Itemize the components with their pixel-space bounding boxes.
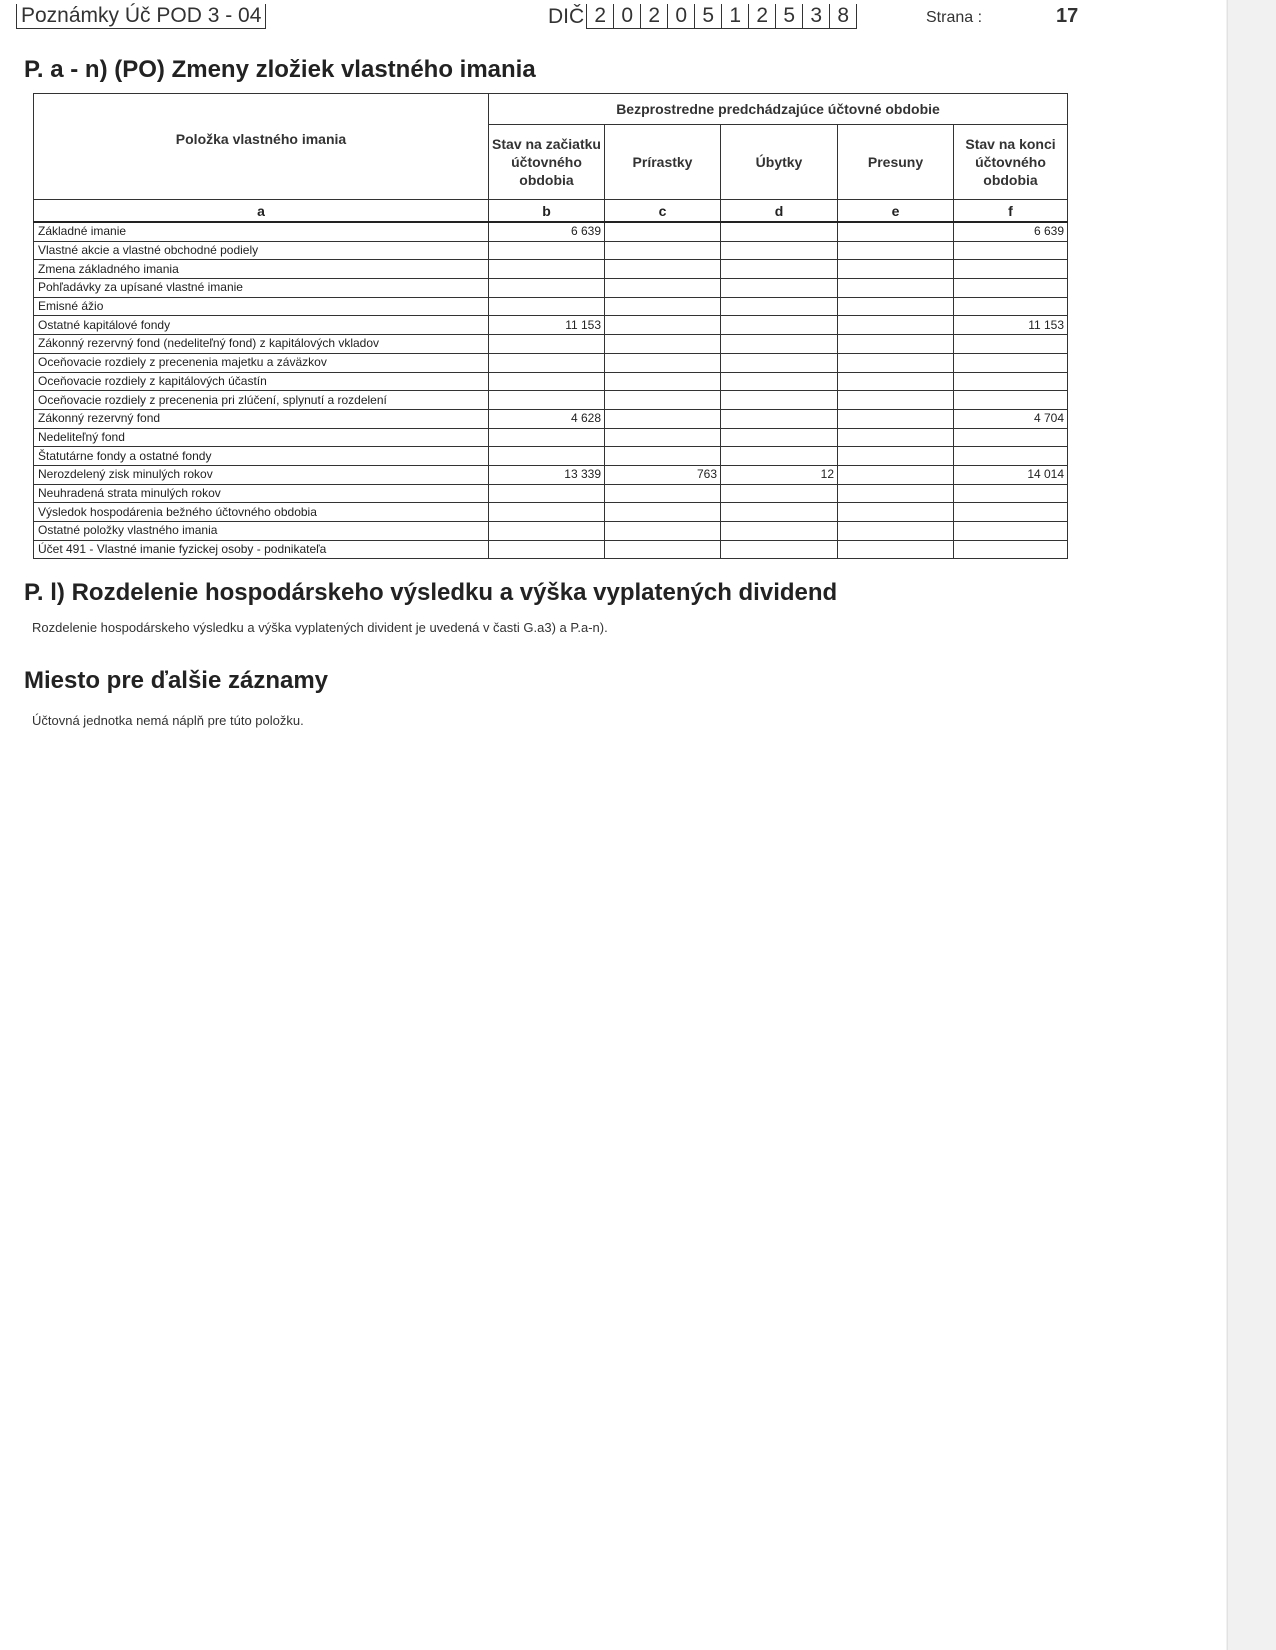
cell-b [489,522,605,541]
cell-f: 14 014 [954,465,1068,484]
dividends-text: Rozdelenie hospodárskeho výsledku a výška vyplatených divident je uvedená v časti G.a3) a P.a-n). [32,620,608,635]
table-row [34,353,1068,372]
col-header-decreases: Úbytky [721,125,838,200]
form-code: Poznámky Úč POD 3 - 04 [16,4,266,29]
table-row [34,279,1068,298]
cell-f [954,279,1068,298]
cell-e [838,503,954,522]
cell-d [721,335,838,354]
column-letter: c [605,200,721,223]
cell-c [605,391,721,410]
cell-e [838,465,954,484]
row-label: Oceňovacie rozdiely z precenenia majetku a záväzkov [34,353,489,372]
cell-d [721,316,838,335]
cell-b [489,260,605,279]
column-letter: d [721,200,838,223]
cell-c [605,335,721,354]
cell-d [721,409,838,428]
cell-b [489,391,605,410]
cell-c [605,540,721,559]
row-label: Pohľadávky za upísané vlastné imanie [34,279,489,298]
row-label: Výsledok hospodárenia bežného účtovného obdobia [34,503,489,522]
cell-e [838,260,954,279]
equity-table-body [34,222,1068,559]
dic-digit: 1 [722,4,749,28]
table-row [34,316,1068,335]
cell-e [838,222,954,241]
column-letters-row [34,200,1068,223]
col-header-transfers: Presuny [838,125,954,200]
cell-d [721,372,838,391]
group-header: Bezprostredne predchádzajúce účtovné obdobie [489,94,1068,125]
cell-e [838,353,954,372]
scan-edge-line [1227,0,1228,1650]
cell-e [838,447,954,466]
cell-b [489,353,605,372]
cell-d: 12 [721,465,838,484]
table-row [34,447,1068,466]
cell-c [605,279,721,298]
row-label: Základné imanie [34,222,489,241]
cell-c [605,372,721,391]
col-header-increases: Prírastky [605,125,721,200]
col-header-start: Stav na začiatku účtovného obdobia [489,125,605,200]
row-label: Zmena základného imania [34,260,489,279]
row-label: Emisné ážio [34,297,489,316]
cell-b [489,241,605,260]
table-row [34,241,1068,260]
cell-d [721,222,838,241]
cell-b: 13 339 [489,465,605,484]
row-label: Ostatné kapitálové fondy [34,316,489,335]
table-row [34,297,1068,316]
dividends-title: P. l) Rozdelenie hospodárskeho výsledku a výška vyplatených dividend [24,579,838,606]
column-letter: b [489,200,605,223]
cell-b [489,297,605,316]
table-row [34,503,1068,522]
cell-f [954,447,1068,466]
cell-e [838,540,954,559]
dic-digit: 2 [641,4,668,28]
row-label: Nerozdelený zisk minulých rokov [34,465,489,484]
cell-f [954,522,1068,541]
cell-f: 6 639 [954,222,1068,241]
dic-digit: 8 [830,4,857,28]
row-label: Štatutárne fondy a ostatné fondy [34,447,489,466]
notes-title: Miesto pre ďalšie záznamy [24,667,329,694]
cell-e [838,279,954,298]
cell-e [838,484,954,503]
column-letter: f [954,200,1068,223]
table-row [34,391,1068,410]
cell-c: 763 [605,465,721,484]
cell-b [489,447,605,466]
row-label: Vlastné akcie a vlastné obchodné podiely [34,241,489,260]
notes-text: Účtovná jednotka nemá náplň pre túto položku. [32,713,304,728]
row-label: Oceňovacie rozdiely z kapitálových účastín [34,372,489,391]
cell-e [838,522,954,541]
dic-label: DIČ [548,5,585,28]
table-row [34,522,1068,541]
cell-c [605,353,721,372]
cell-b [489,279,605,298]
table-row [34,428,1068,447]
cell-f [954,297,1068,316]
dic-digit: 5 [695,4,722,28]
cell-f [954,241,1068,260]
dic-field [548,4,857,29]
row-label: Zákonný rezervný fond [34,409,489,428]
cell-c [605,260,721,279]
cell-f [954,503,1068,522]
cell-b [489,372,605,391]
cell-d [721,353,838,372]
cell-c [605,522,721,541]
cell-d [721,260,838,279]
cell-e [838,316,954,335]
dic-digits [586,4,857,29]
table-row [34,465,1068,484]
scan-edge [1226,0,1276,1650]
cell-f [954,484,1068,503]
column-letter: e [838,200,954,223]
cell-d [721,447,838,466]
table-row [34,409,1068,428]
cell-f: 11 153 [954,316,1068,335]
cell-b [489,428,605,447]
column-letter: a [34,200,489,223]
dic-digit: 0 [668,4,695,28]
table-row [34,260,1068,279]
cell-d [721,503,838,522]
cell-c [605,241,721,260]
cell-b [489,484,605,503]
equity-changes-title: P. a - n) (PO) Zmeny zložiek vlastného imania [24,56,536,83]
cell-e [838,409,954,428]
row-header: Položka vlastného imania [34,94,489,200]
table-row [34,540,1068,559]
cell-f [954,428,1068,447]
cell-f [954,335,1068,354]
page-number: 17 [1056,5,1079,27]
cell-f [954,540,1068,559]
cell-d [721,279,838,298]
cell-b [489,540,605,559]
dic-digit: 5 [776,4,803,28]
row-label: Nedeliteľný fond [34,428,489,447]
cell-d [721,391,838,410]
cell-c [605,297,721,316]
cell-b [489,503,605,522]
cell-d [721,484,838,503]
row-label: Neuhradená strata minulých rokov [34,484,489,503]
dic-digit: 0 [614,4,641,28]
equity-changes-table [33,93,1068,559]
cell-b: 6 639 [489,222,605,241]
table-row [34,335,1068,354]
cell-d [721,241,838,260]
col-header-end: Stav na konci účtovného obdobia [954,125,1068,200]
cell-d [721,428,838,447]
table-row [34,484,1068,503]
cell-e [838,241,954,260]
table-row [34,372,1068,391]
cell-f [954,260,1068,279]
dic-digit: 2 [587,4,614,28]
dic-digit: 3 [803,4,830,28]
dic-digit: 2 [749,4,776,28]
cell-f [954,353,1068,372]
cell-e [838,335,954,354]
cell-c [605,484,721,503]
page-label: Strana : [926,9,983,26]
cell-f: 4 704 [954,409,1068,428]
row-label: Ostatné položky vlastného imania [34,522,489,541]
cell-d [721,522,838,541]
cell-e [838,372,954,391]
cell-d [721,540,838,559]
cell-c [605,503,721,522]
table-row [34,222,1068,241]
cell-f [954,391,1068,410]
cell-c [605,222,721,241]
cell-b: 4 628 [489,409,605,428]
cell-d [721,297,838,316]
row-label: Zákonný rezervný fond (nedeliteľný fond) z kapitálových vkladov [34,335,489,354]
cell-c [605,409,721,428]
cell-c [605,316,721,335]
row-label: Účet 491 - Vlastné imanie fyzickej osoby - podnikateľa [34,540,489,559]
row-label: Oceňovacie rozdiely z precenenia pri zlúčení, splynutí a rozdelení [34,391,489,410]
cell-f [954,372,1068,391]
cell-b [489,335,605,354]
page-header [0,0,1230,34]
cell-c [605,428,721,447]
cell-e [838,428,954,447]
cell-b: 11 153 [489,316,605,335]
cell-c [605,447,721,466]
cell-e [838,391,954,410]
cell-e [838,297,954,316]
